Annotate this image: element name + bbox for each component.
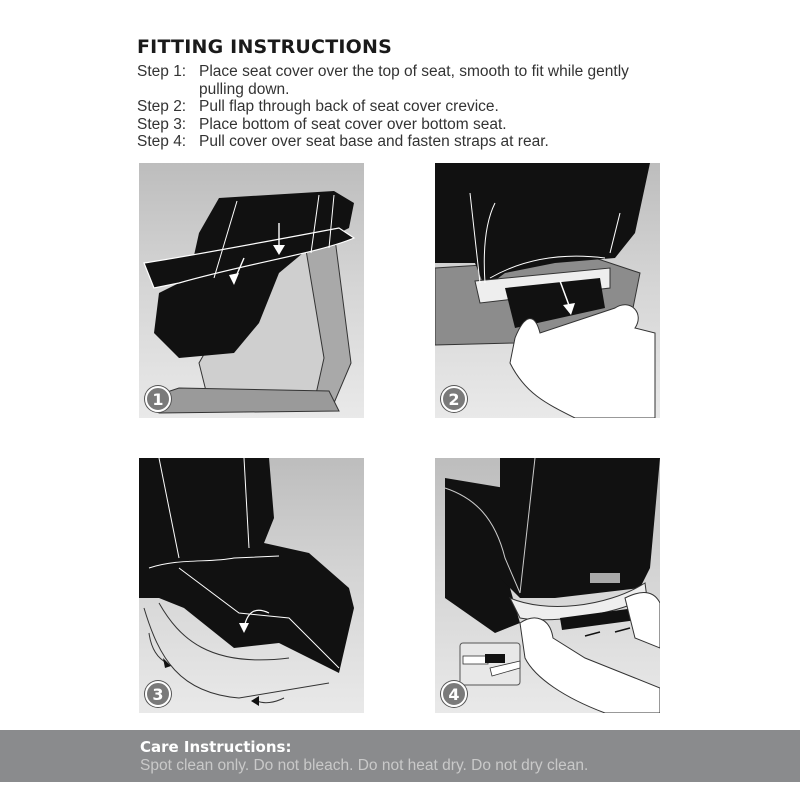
step-number-badge: 3	[145, 681, 171, 707]
step-text: Pull flap through back of seat cover crevice.	[199, 98, 499, 115]
step-number-badge: 1	[145, 386, 171, 412]
step-label: Step 2:	[137, 98, 187, 115]
step-text: Place bottom of seat cover over bottom seat.	[199, 115, 507, 133]
care-title: Care Instructions:	[140, 738, 292, 756]
illustration-panel-4	[435, 458, 660, 713]
illustration-panel-1	[139, 163, 364, 418]
step-3	[137, 116, 659, 134]
step-text: Pull cover over seat base and fasten straps at rear.	[199, 133, 549, 150]
page-title: FITTING INSTRUCTIONS	[137, 36, 392, 58]
bottom-seat-cover-illustration	[139, 458, 364, 713]
care-instructions-band	[0, 730, 800, 782]
care-text: Spot clean only. Do not bleach. Do not heat dry. Do not dry clean.	[140, 757, 589, 774]
seat-cover-top-illustration	[139, 163, 364, 418]
step-1	[137, 63, 659, 98]
illustration-panel-3	[139, 458, 364, 713]
step-label: Step 3:	[137, 115, 187, 133]
fasten-straps-illustration	[435, 458, 660, 713]
pull-flap-illustration	[435, 163, 660, 418]
step-number-badge: 4	[441, 681, 467, 707]
step-label: Step 1:	[137, 63, 187, 80]
step-2	[137, 98, 659, 116]
illustration-panel-2	[435, 163, 660, 418]
step-label: Step 4:	[137, 133, 187, 150]
step-list	[137, 63, 659, 151]
step-text: Place seat cover over the top of seat, smooth to fit while gently pulling down.	[199, 63, 629, 98]
step-4	[137, 133, 659, 151]
step-number-badge: 2	[441, 386, 467, 412]
